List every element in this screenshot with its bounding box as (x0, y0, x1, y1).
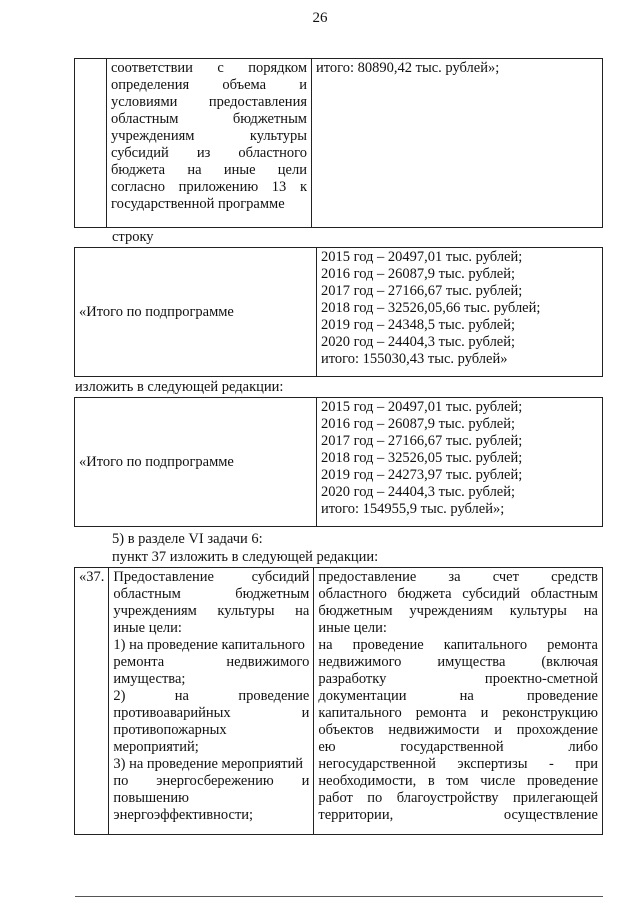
text-line: ею государственной либо (318, 739, 598, 755)
text-line: учреждениям культуры (111, 128, 307, 144)
text-line: территории, осуществление (318, 807, 598, 823)
text-line: учреждениям культуры на (113, 603, 310, 619)
text-line: соответствии с порядком (111, 60, 307, 76)
text-line: противопожарных (113, 722, 227, 738)
value-line: 2020 год – 24404,3 тыс. рублей; (321, 334, 516, 350)
text-izlozhit: изложить в следующей редакции: (75, 379, 284, 395)
text-line: документации на проведение (318, 688, 598, 704)
scan-edge-line (75, 896, 603, 897)
text-line: 1) на проведение капитального (113, 637, 305, 653)
text-section: 5) в разделе VI задачи 6: (112, 531, 263, 547)
text-line: иные цели: (113, 620, 182, 636)
text-line: условиями предоставления (111, 94, 307, 110)
value-line: 2015 год – 20497,01 тыс. рублей; (321, 399, 523, 415)
text-line: противоаварийных и (113, 705, 310, 721)
text-line: 2) на проведение (113, 688, 310, 704)
text-line: по энергосбережению и (113, 773, 310, 789)
text-line: капитального ремонта и реконструкцию (318, 705, 598, 721)
value-line: итого: 154955,9 тыс. рублей»; (321, 501, 505, 517)
text-line: определения объема и (111, 77, 307, 93)
text-line: недвижимого имущества (включая (318, 654, 598, 670)
value-line: 2016 год – 26087,9 тыс. рублей; (321, 416, 516, 432)
text-line: Предоставление субсидий (113, 569, 310, 585)
table-cell-values (317, 398, 603, 527)
text-line: негосударственной экспертизы - при (318, 756, 598, 772)
text-line: областного бюджета субсидий областным (318, 586, 598, 602)
text-line: имущества; (113, 671, 186, 687)
table-old-total (74, 247, 603, 377)
value-line: 2019 год – 24348,5 тыс. рублей; (321, 317, 516, 333)
value-line: 2017 год – 27166,67 тыс. рублей; (321, 283, 523, 299)
text-line: бюджета на иные цели (111, 162, 307, 178)
page-number: 26 (312, 10, 328, 26)
value-line: 2017 год – 27166,67 тыс. рублей; (321, 433, 523, 449)
text-line: повышению (113, 790, 189, 806)
table-cell-label (75, 398, 317, 527)
text-line: государственной программе (111, 196, 285, 212)
table-cell-total (312, 59, 603, 228)
text-line: областным бюджетным (111, 111, 307, 127)
table-cell-description (107, 59, 312, 228)
table-cell-number (75, 568, 109, 835)
table-new-total (74, 397, 603, 527)
value-line: 2018 год – 32526,05 тыс. рублей; (321, 450, 523, 466)
text-line: объектов недвижимости и прохождение (318, 722, 598, 738)
item-number: «37. (79, 569, 105, 585)
text-line: работ по благоустройству прилегающей (318, 790, 598, 806)
text-line: областным бюджетным (113, 586, 310, 602)
text-line: разработку проектно-сметной (318, 671, 598, 687)
table-continuation (74, 58, 603, 228)
text-punkt: пункт 37 изложить в следующей редакции: (112, 549, 379, 565)
table-cell-values (317, 248, 603, 377)
text-line: ремонта недвижимого (113, 654, 310, 670)
total-label: «Итого по подпрограмме (79, 453, 234, 470)
value-line: 2016 год – 26087,9 тыс. рублей; (321, 266, 516, 282)
text-line: необходимости, в том числе проведение (318, 773, 598, 789)
value-line: 2019 год – 24273,97 тыс. рублей; (321, 467, 523, 483)
text-line: субсидий из областного (111, 145, 307, 161)
text-line: итого: 80890,42 тыс. рублей»; (316, 60, 500, 76)
text-line: мероприятий; (113, 739, 199, 755)
table-cell-empty (75, 59, 107, 228)
table-cell-source (314, 568, 603, 835)
value-line: 2020 год – 24404,3 тыс. рублей; (321, 484, 516, 500)
table-cell-measure (109, 568, 314, 835)
table-punkt-37 (74, 567, 603, 835)
text-line: согласно приложению 13 к (111, 179, 307, 195)
table-cell-label (75, 248, 317, 377)
text-line: на проведение капитального ремонта (318, 637, 598, 653)
value-line: 2015 год – 20497,01 тыс. рублей; (321, 249, 523, 265)
text-line: иные цели: (318, 620, 387, 636)
text-line: 3) на проведение мероприятий (113, 756, 303, 772)
value-line: 2018 год – 32526,05,66 тыс. рублей; (321, 300, 541, 316)
text-line: энергоэффективности; (113, 807, 254, 823)
value-line: итого: 155030,43 тыс. рублей» (321, 351, 508, 367)
text-line: бюджетным учреждениям культуры на (318, 603, 598, 619)
text-stroku: строку (112, 229, 154, 245)
total-label: «Итого по подпрограмме (79, 303, 234, 320)
text-line: предоставление за счет средств (318, 569, 598, 585)
